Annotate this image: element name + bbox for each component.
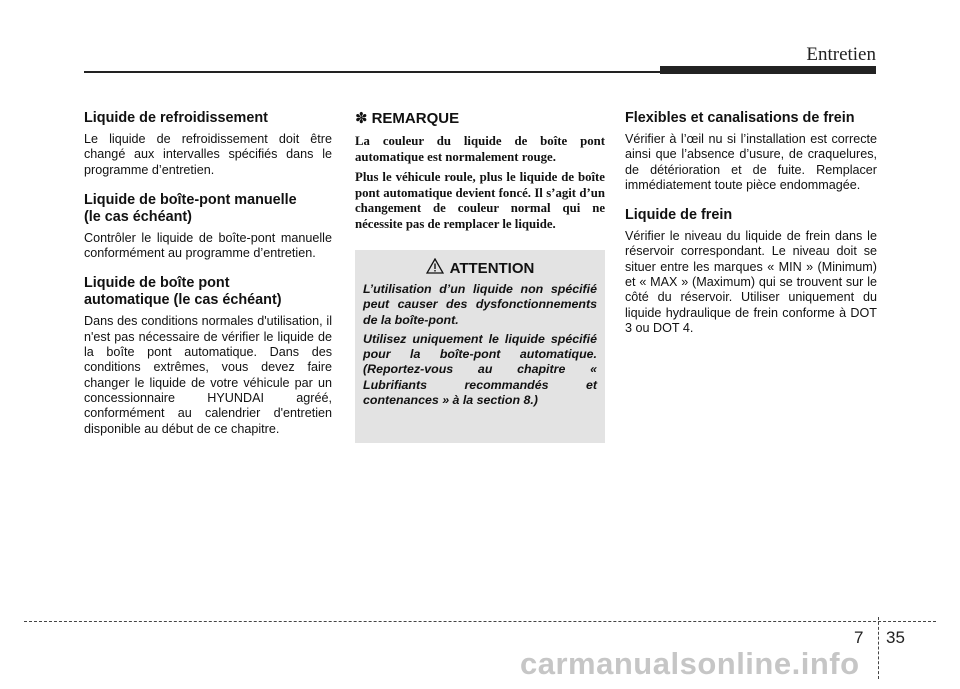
- left-column: [84, 110, 332, 448]
- watermark: carmanualsonline.info: [520, 646, 860, 681]
- right-column: [625, 110, 877, 347]
- brake-fluid-title: Liquide de frein: [625, 207, 733, 224]
- remark-paragraph-1: La couleur du liquide de boîte pont automatique est normalement rouge.: [355, 134, 605, 164]
- auto-transaxle-title-line1: Liquide de boîte pont: [84, 275, 230, 292]
- middle-column: [355, 110, 605, 238]
- auto-transaxle-title: [84, 275, 332, 309]
- remark-paragraph-2: Plus le véhicule roule, plus le liquide de boîte pont automatique devient foncé. Il s’agit d’un changement de couleur normal qui ne nécessite pas de remplacer le liquide.: [355, 170, 605, 231]
- remark-title: REMARQUE: [371, 110, 460, 127]
- brake-hoses-title: Flexibles et canalisations de frein: [625, 110, 855, 126]
- brake-hoses-text: Vérifier à l’œil nu si l’installation est correcte ainsi que l’absence d’usure, de craquelures, de détérioration et de fuite. Remplacer immédiatement toute pièce endommagée.: [625, 132, 877, 192]
- coolant-title: Liquide de refroidissement: [84, 110, 268, 126]
- attention-title: ATTENTION: [449, 259, 535, 277]
- manual-transaxle-text: Contrôler le liquide de boîte-pont manuelle conformément au programme d’entretien.: [84, 230, 332, 261]
- warning-triangle-icon: [426, 258, 444, 279]
- auto-transaxle-title-line2: automatique (le cas échéant): [84, 292, 282, 309]
- remark-heading: [355, 110, 605, 128]
- manual-transaxle-title: [84, 192, 332, 226]
- chapter-number: 7: [854, 628, 864, 647]
- coolant-text: Le liquide de refroidissement doit être changé aux intervalles spécifiés dans le programme d’entretien.: [84, 132, 332, 177]
- attention-paragraph-2: Utilisez uniquement le liquide spécifié pour la boîte-pont automatique. (Reportez-vous au chapitre « Lubrifiants recommandés et contenances » à la section 8.): [363, 331, 597, 408]
- footer-rule: [24, 621, 936, 622]
- header-rule: [84, 71, 660, 73]
- page-header-title: Entretien: [806, 44, 876, 65]
- remark-star-icon: ✽: [355, 110, 368, 127]
- brake-fluid-text: Vérifier le niveau du liquide de frein dans le réservoir correspondant. Le niveau doit se situer entre les marques « MIN » (Minimum) et « MAX » (Maximum) qui se trouvent sur le côté du réservoir. Utiliser uniquement du liquide hydraulique de frein conforme à DOT 3 ou DOT 4.: [625, 229, 877, 335]
- manual-transaxle-title-line1: Liquide de boîte-pont manuelle: [84, 191, 297, 208]
- page-number: 35: [886, 628, 905, 647]
- auto-transaxle-text: Dans des conditions normales d'utilisation, il n'est pas nécessaire de vérifier le liquide de la boîte pont automatique. Dans des conditions extrêmes, vous devez faire changer le liquide de votre véhicule par un concessionnaire HYUNDAI agréé, conformément au calendrier d'entretien disponible au début de ce chapitre.: [84, 314, 332, 436]
- attention-box: [355, 250, 605, 443]
- header-rule-accent: [660, 66, 876, 74]
- manual-transaxle-title-line2: (le cas échéant): [84, 208, 192, 225]
- page-number-divider: [878, 617, 879, 679]
- attention-paragraph-1: L’utilisation d’un liquide non spécifié peut causer des dysfonctionnements de la boîte-pont.: [363, 282, 597, 327]
- attention-heading: [363, 258, 597, 279]
